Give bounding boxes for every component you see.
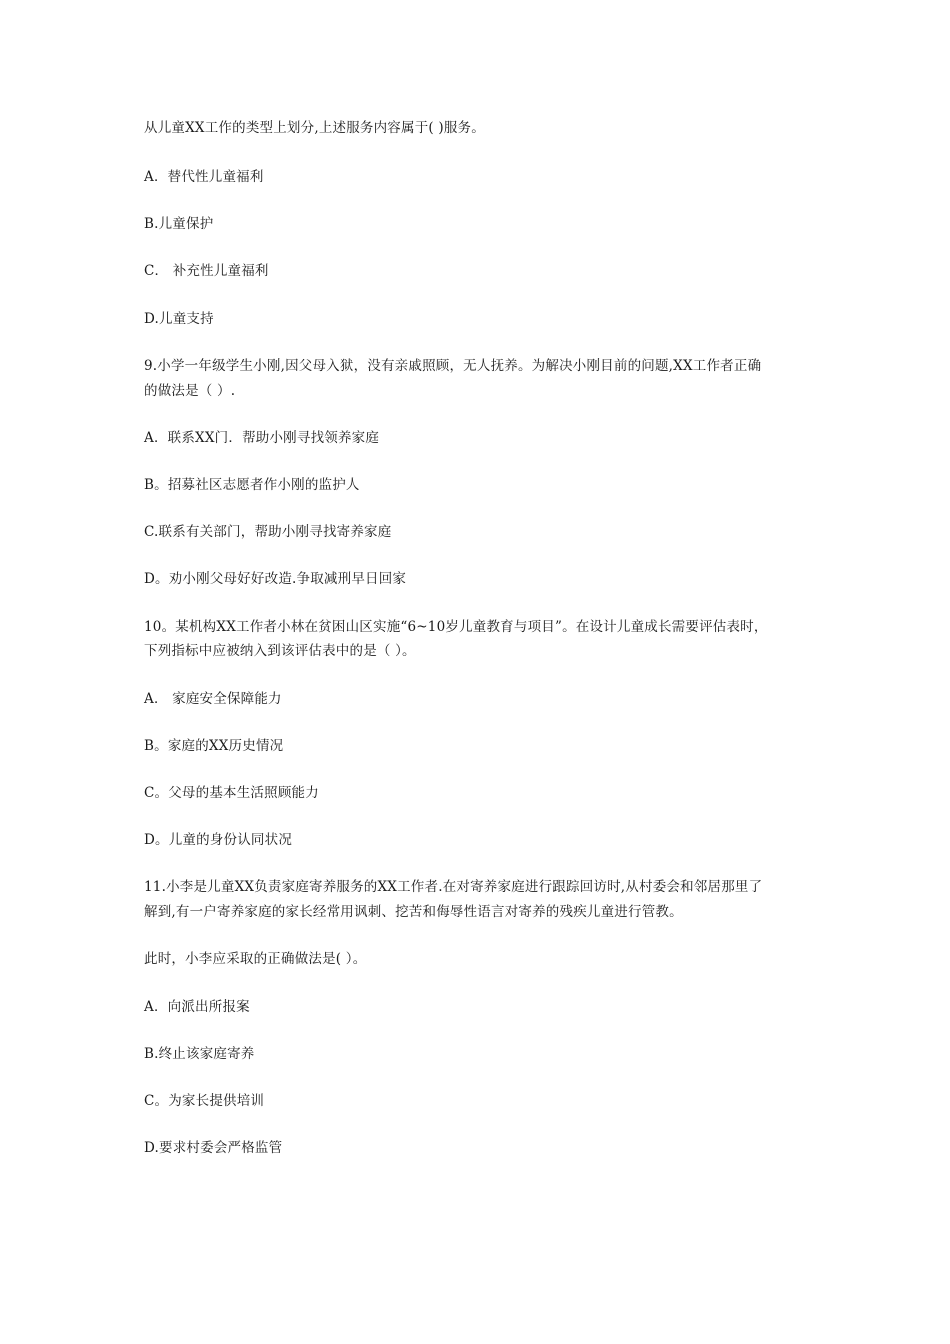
question-10-stem-line-1: 10。某机构XX工作者小林在贫困山区实施“6~10岁儿童教育与项目”。在设计儿童成长需要评估表时， bbox=[144, 619, 768, 635]
question-9-option-b: B。招募社区志愿者作小刚的监护人 bbox=[144, 477, 360, 493]
question-8-option-c: C． 补充性儿童福利 bbox=[144, 263, 269, 279]
question-10-option-a: A． 家庭安全保障能力 bbox=[144, 691, 282, 707]
question-11-stem-line-3: 此时，小李应采取的正确做法是( ）。 bbox=[144, 951, 367, 967]
question-8-option-a: A．替代性儿童福利 bbox=[144, 169, 264, 185]
question-9-option-a: A．联系XX门．帮助小刚寻找领养家庭 bbox=[144, 430, 380, 446]
question-8-option-b: B.儿童保护 bbox=[144, 216, 214, 232]
question-11-option-d: D.要求村委会严格监管 bbox=[144, 1140, 283, 1156]
question-10-option-d: D。儿童的身份认同状况 bbox=[144, 832, 293, 848]
question-10-stem-line-2: 下列指标中应被纳入到该评估表中的是（ ）。 bbox=[144, 643, 416, 659]
question-11-option-a: A．向派出所报案 bbox=[144, 999, 250, 1015]
question-9-option-d: D。劝小刚父母好好改造.争取减刑早日回家 bbox=[144, 571, 407, 587]
question-11-option-b: B.终止该家庭寄养 bbox=[144, 1046, 255, 1062]
question-10-option-b: B。家庭的XX历史情况 bbox=[144, 738, 284, 754]
question-10-option-c: C。父母的基本生活照顾能力 bbox=[144, 785, 319, 801]
question-9-stem-line-1: 9.小学一年级学生小刚,因父母入狱，没有亲戚照顾，无人抚养。为解决小刚目前的问题,XX工作者正确 bbox=[144, 358, 762, 374]
question-9-option-c: C.联系有关部门，帮助小刚寻找寄养家庭 bbox=[144, 524, 392, 540]
question-11-stem-line-1: 11.小李是儿童XX负责家庭寄养服务的XX工作者.在对寄养家庭进行跟踪回访时,从村委会和邻居那里了 bbox=[144, 879, 763, 895]
question-8-stem: 从儿童XX工作的类型上划分,上述服务内容属于( )服务。 bbox=[144, 120, 485, 136]
question-11-stem-line-2: 解到,有一户寄养家庭的家长经常用讽刺、挖苦和侮辱性语言对寄养的残疾儿童进行管教。 bbox=[144, 904, 683, 920]
question-9-stem-line-2: 的做法是（ ）. bbox=[144, 383, 236, 399]
question-8-option-d: D.儿童支持 bbox=[144, 311, 214, 327]
question-11-option-c: C。为家长提供培训 bbox=[144, 1093, 265, 1109]
document-page bbox=[144, 0, 824, 1344]
